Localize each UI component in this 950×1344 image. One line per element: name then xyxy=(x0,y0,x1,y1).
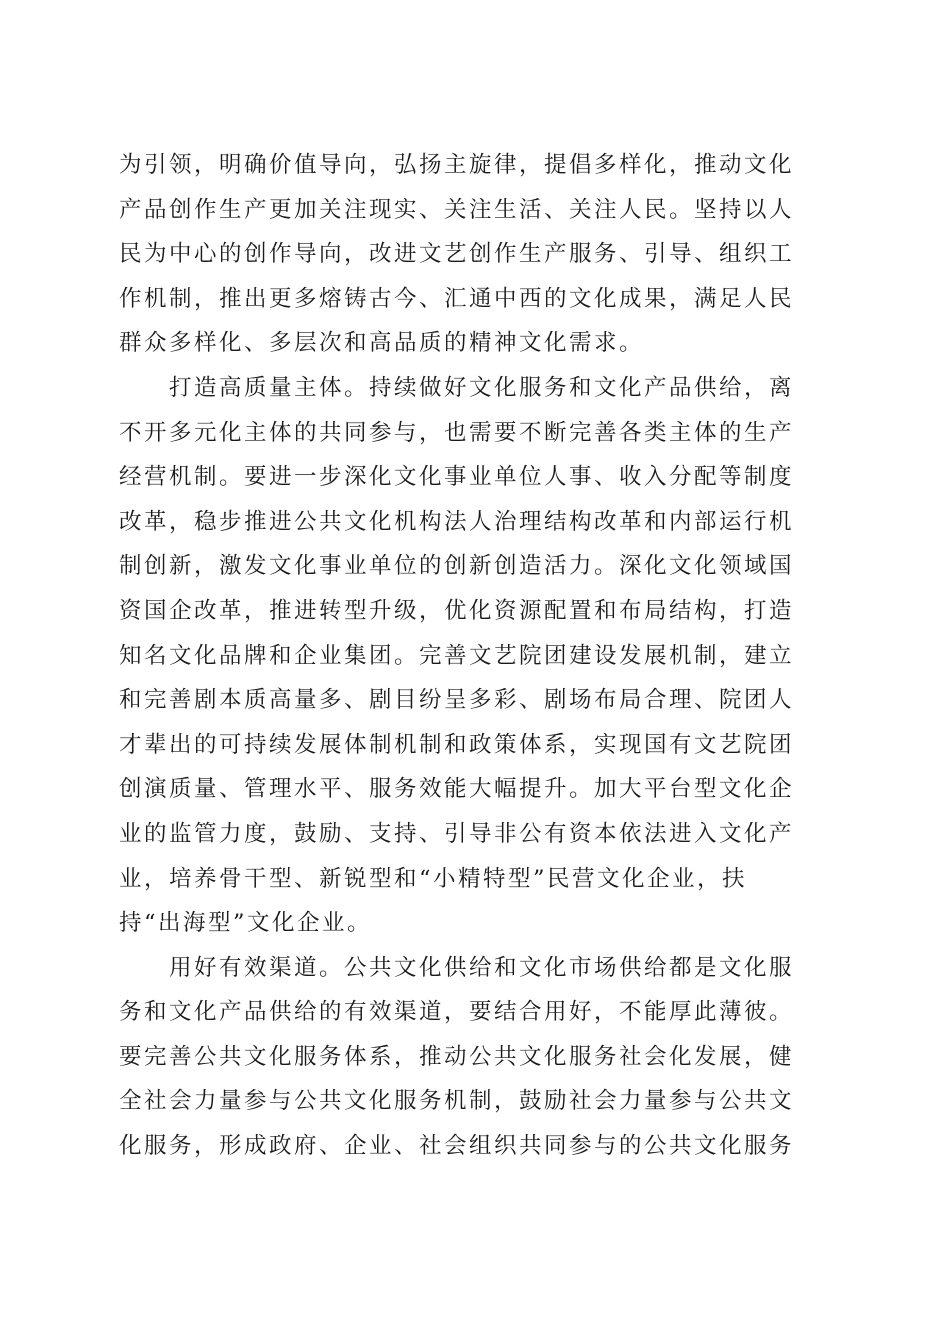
text-line: 全社会力量参与公共文化服务机制，鼓励社会力量参与公共文 xyxy=(119,1088,795,1115)
text-line: 务和文化产品供给的有效渠道，要结合用好，不能厚此薄彼。 xyxy=(119,999,795,1026)
text-line: 民为中心的创作导向，改进文艺创作生产服务、引导、组织工 xyxy=(119,241,795,268)
text-line: 化服务，形成政府、企业、社会组织共同参与的公共文化服务 xyxy=(119,1133,795,1160)
text-line: 经营机制。要进一步深化文化事业单位人事、收入分配等制度 xyxy=(119,464,795,491)
text-line: 制创新，激发文化事业单位的创新创造活力。深化文化领域国 xyxy=(119,553,795,580)
text-line: 群众多样化、多层次和高品质的精神文化需求。 xyxy=(119,330,645,357)
text-line: 业的监管力度，鼓励、支持、引导非公有资本依法进入文化产 xyxy=(119,820,795,847)
text-line: 用好有效渠道。公共文化供给和文化市场供给都是文化服 xyxy=(119,954,795,981)
document-body xyxy=(119,143,831,1169)
text-line: 改革，稳步推进公共文化机构法人治理结构改革和内部运行机 xyxy=(119,508,795,535)
text-line: 不开多元化主体的共同参与，也需要不断完善各类主体的生产 xyxy=(119,419,795,446)
text-line: 知名文化品牌和企业集团。完善文艺院团建设发展机制，建立 xyxy=(119,642,795,669)
text-line: 要完善公共文化服务体系，推动公共文化服务社会化发展，健 xyxy=(119,1043,795,1070)
text-line: 和完善剧本质高量多、剧目纷呈多彩、剧场布局合理、院团人 xyxy=(119,687,795,714)
text-line: 打造高质量主体。持续做好文化服务和文化产品供给，离 xyxy=(119,374,795,401)
text-line: 业，培养骨干型、新锐型和“小精特型”民营文化企业，扶 xyxy=(119,865,748,892)
text-line: 作机制，推出更多熔铸古今、汇通中西的文化成果，满足人民 xyxy=(119,285,795,312)
text-line: 为引领，明确价值导向，弘扬主旋律，提倡多样化，推动文化 xyxy=(119,152,795,178)
text-line: 资国企改革，推进转型升级，优化资源配置和布局结构，打造 xyxy=(119,597,795,624)
text-line: 创演质量、管理水平、服务效能大幅提升。加大平台型文化企 xyxy=(119,776,795,803)
text-line: 才辈出的可持续发展体制机制和政策体系，实现国有文艺院团 xyxy=(119,731,795,758)
text-line: 产品创作生产更加关注现实、关注生活、关注人民。坚持以人 xyxy=(119,196,795,223)
text-line: 持“出海型”文化企业。 xyxy=(119,910,373,937)
